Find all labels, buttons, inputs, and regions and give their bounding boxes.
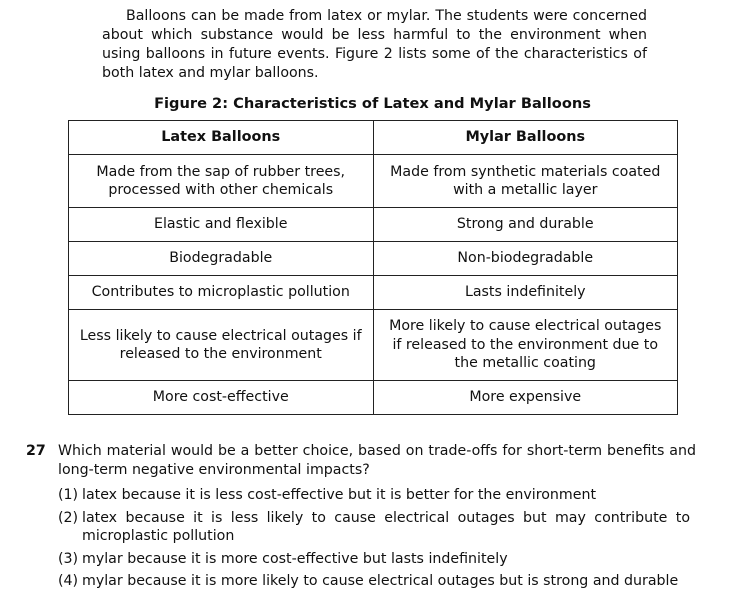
- question-text: Which material would be a better choice, based on trade-offs for short-term benefits and long-term negative environmental impacts?: [58, 443, 696, 478]
- question-number: 27: [26, 443, 46, 459]
- table-header-row: [69, 121, 678, 155]
- choice-text: mylar because it is more likely to cause electrical outages but is strong and durable: [82, 573, 679, 589]
- table-cell-latex: Contributes to microplastic pollution: [69, 276, 374, 310]
- table-row: [69, 276, 678, 310]
- choice-text: mylar because it is more cost-effective but lasts indefinitely: [82, 550, 508, 567]
- table-row: [69, 310, 678, 381]
- table-row: [69, 242, 678, 276]
- answer-choice-2[interactable]: [58, 509, 690, 546]
- table-row: [69, 208, 678, 242]
- choice-number: (4): [58, 573, 79, 589]
- choice-text: latex because it is less cost-effective but it is better for the environment: [82, 487, 597, 503]
- table-row: [69, 155, 678, 208]
- table-cell-latex: Biodegradable: [69, 242, 374, 276]
- characteristics-table: [68, 120, 678, 415]
- figure-title: Figure 2: Characteristics of Latex and Mylar Balloons: [154, 95, 591, 112]
- table-row: [69, 381, 678, 415]
- answer-choice-4[interactable]: [58, 572, 690, 591]
- choice-number: (2): [58, 509, 79, 526]
- table-cell-latex: More cost-effective: [69, 381, 374, 415]
- choice-text: latex because it is less likely to cause electrical outages but may contribute to microplastic pollution: [82, 509, 690, 544]
- table-cell-latex: Less likely to cause electrical outages if released to the environment: [69, 310, 374, 381]
- choice-number: (3): [58, 550, 79, 567]
- table-cell-mylar: More likely to cause electrical outages if released to the environment due to the metallic coating: [373, 310, 678, 381]
- table-cell-mylar: Made from synthetic materials coated with a metallic layer: [373, 155, 678, 208]
- answer-choice-1[interactable]: [58, 486, 690, 505]
- table-cell-mylar: More expensive: [373, 381, 678, 415]
- question-27: [26, 442, 696, 479]
- table-cell-latex: Made from the sap of rubber trees, processed with other chemicals: [69, 155, 374, 208]
- table-cell-latex: Elastic and flexible: [69, 208, 374, 242]
- header-mylar: Mylar Balloons: [373, 121, 678, 155]
- answer-choice-3[interactable]: [58, 550, 690, 569]
- table-cell-mylar: Lasts indefinitely: [373, 276, 678, 310]
- table-cell-mylar: Strong and durable: [373, 208, 678, 242]
- choice-number: (1): [58, 487, 79, 503]
- intro-paragraph: Balloons can be made from latex or mylar. The students were concerned about which substance would be less harmful to the environment when using balloons in future events. Figure 2 lists some of the characteristics of both latex and mylar balloons.: [102, 8, 647, 81]
- table-cell-mylar: Non-biodegradable: [373, 242, 678, 276]
- header-latex: Latex Balloons: [69, 121, 374, 155]
- answer-choices: [58, 486, 690, 595]
